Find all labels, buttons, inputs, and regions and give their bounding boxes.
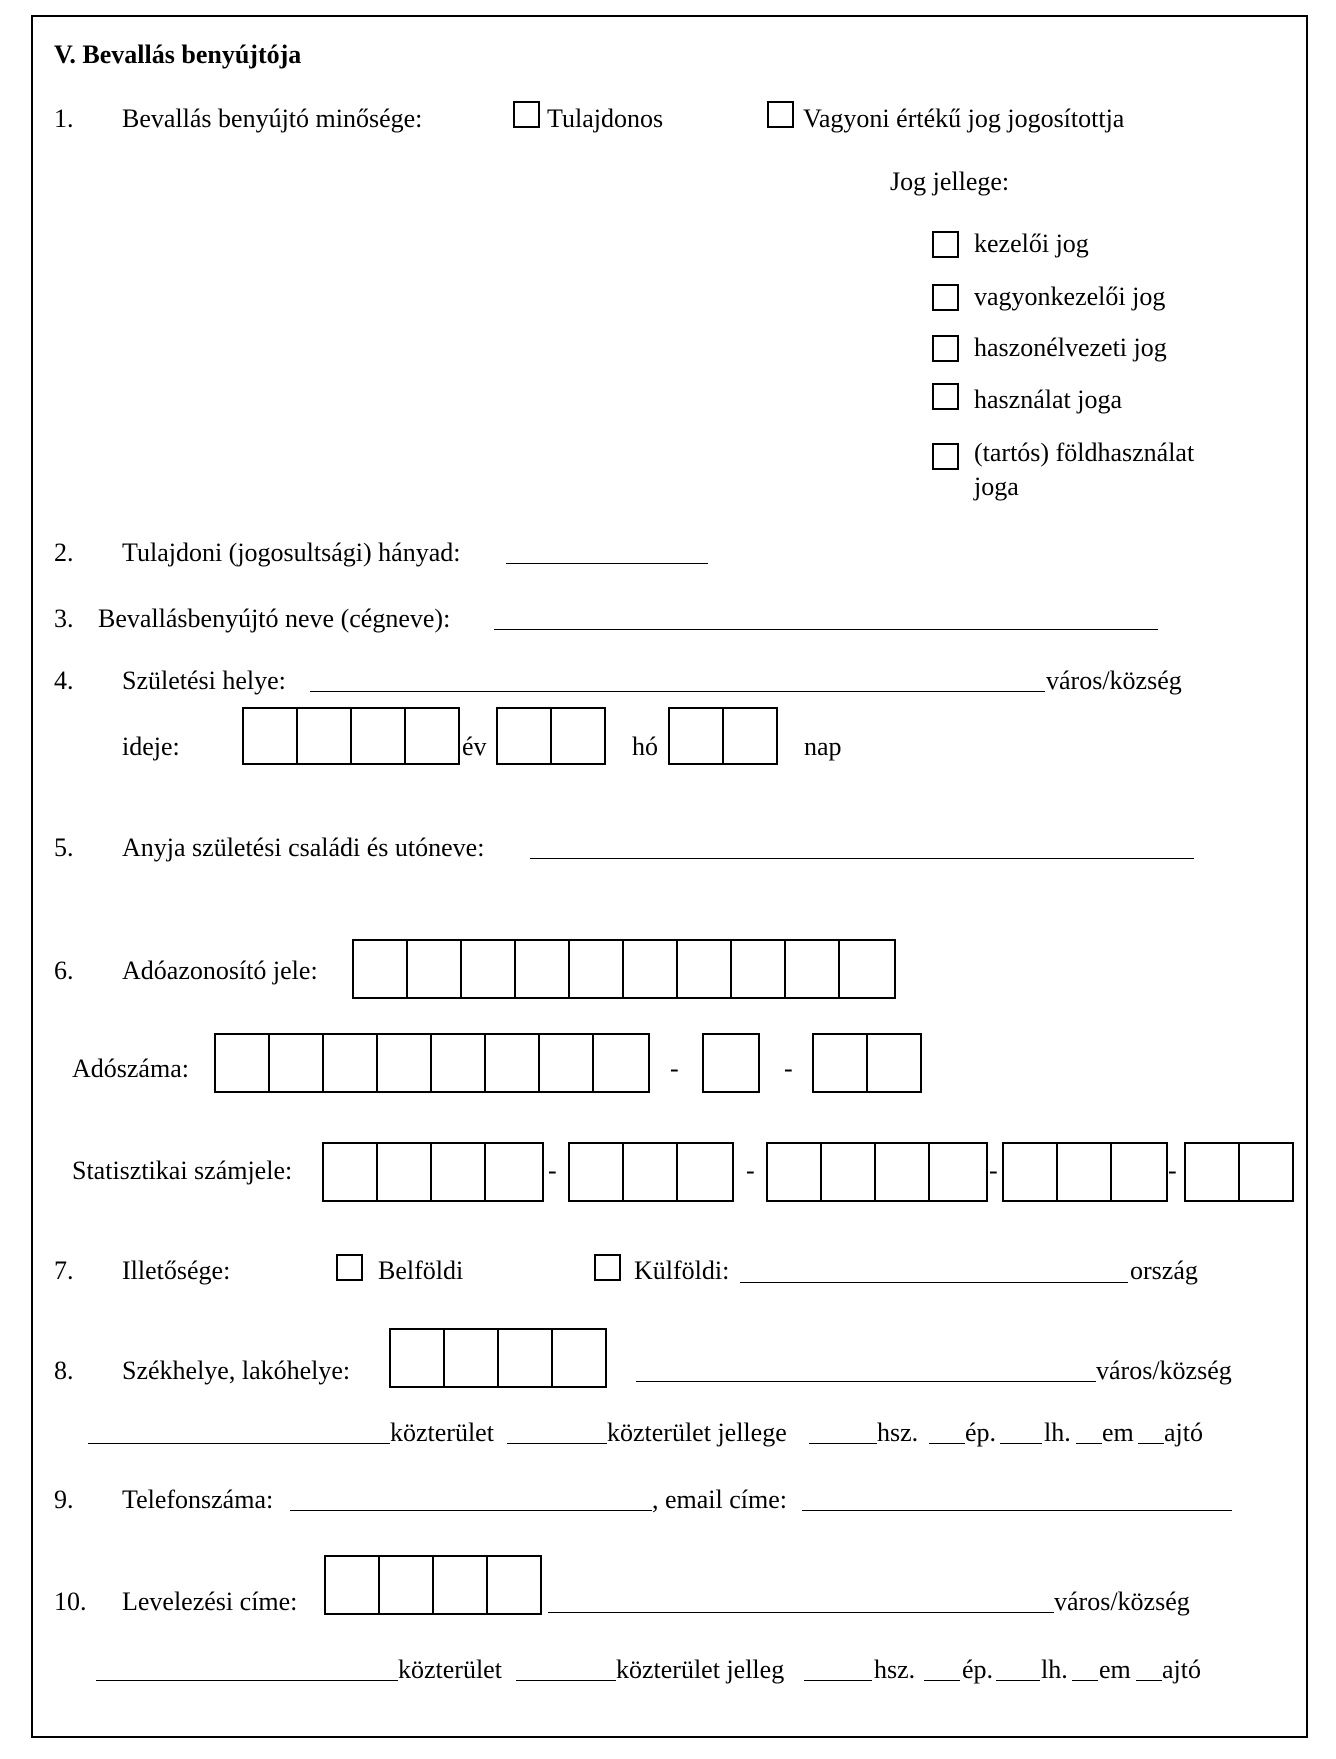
share-field[interactable]: [506, 563, 708, 564]
owner-checkbox[interactable]: [513, 101, 540, 128]
right-type-label-use: használat joga: [974, 385, 1122, 414]
street-label: közterület: [390, 1418, 494, 1447]
q7-label: Illetősége:: [122, 1256, 231, 1285]
name-field[interactable]: [494, 629, 1158, 630]
tax-number-dash-1: -: [670, 1054, 679, 1083]
q4-label: Születési helye:: [122, 666, 286, 695]
q5-label: Anyja születési családi és utóneve:: [122, 833, 485, 862]
country-label: ország: [1130, 1256, 1198, 1285]
right-type-label-usufruct: haszonélvezeti jog: [974, 333, 1167, 362]
right-type-label-management: kezelői jog: [974, 229, 1089, 258]
domestic-checkbox[interactable]: [336, 1254, 363, 1281]
stat-number-dash-2: -: [746, 1156, 755, 1185]
stat-number-dash-3: -: [989, 1156, 998, 1185]
owner-label: Tulajdonos: [547, 104, 664, 133]
street-field[interactable]: [88, 1443, 390, 1444]
q2-number: 2.: [54, 538, 74, 567]
right-type-label-land-use: (tartós) földhasználat: [974, 438, 1195, 467]
mother-name-field[interactable]: [530, 858, 1194, 859]
street-type-label: közterület jellege: [607, 1418, 787, 1447]
phone-field[interactable]: [290, 1510, 652, 1511]
mail-house-number-label: hsz.: [874, 1655, 916, 1684]
stat-number-boxes-2[interactable]: [568, 1142, 734, 1202]
q1-label: Bevallás benyújtó minősége:: [122, 104, 423, 133]
tax-number-boxes-main[interactable]: [214, 1033, 650, 1093]
q8-number: 8.: [54, 1356, 74, 1385]
staircase-field[interactable]: [1000, 1443, 1042, 1444]
mail-street-type-field[interactable]: [516, 1680, 616, 1681]
right-type-checkbox-management[interactable]: [932, 231, 959, 258]
country-field[interactable]: [740, 1282, 1128, 1283]
tax-number-label: Adószáma:: [72, 1054, 189, 1083]
q10-number: 10.: [54, 1587, 87, 1616]
tax-number-boxes-county[interactable]: [812, 1033, 922, 1093]
q2-label: Tulajdoni (jogosultsági) hányad:: [122, 538, 461, 567]
right-holder-label: Vagyoni értékű jog jogosítottja: [803, 104, 1125, 133]
floor-label: em: [1102, 1418, 1134, 1447]
right-type-checkbox-land-use[interactable]: [932, 443, 959, 470]
right-type-checkbox-asset-management[interactable]: [932, 284, 959, 311]
city-field[interactable]: [636, 1381, 1096, 1382]
q10-label: Levelezési címe:: [122, 1587, 298, 1616]
mail-street-type-label: közterület jelleg: [616, 1655, 785, 1684]
q8-suffix: város/község: [1096, 1356, 1232, 1385]
house-number-label: hsz.: [877, 1418, 919, 1447]
foreign-label: Külföldi:: [634, 1256, 730, 1285]
domestic-label: Belföldi: [378, 1256, 464, 1285]
floor-field[interactable]: [1076, 1443, 1102, 1444]
q10-suffix: város/község: [1054, 1587, 1190, 1616]
foreign-checkbox[interactable]: [594, 1254, 621, 1281]
mail-building-field[interactable]: [924, 1680, 960, 1681]
q4-suffix: város/község: [1046, 666, 1182, 695]
stat-number-dash-1: -: [548, 1156, 557, 1185]
section-title: V. Bevallás benyújtója: [54, 40, 302, 69]
stat-number-boxes-4[interactable]: [1002, 1142, 1168, 1202]
mail-door-label: ajtó: [1162, 1655, 1201, 1684]
q3-label: Bevallásbenyújtó neve (cégneve):: [98, 604, 451, 633]
door-field[interactable]: [1138, 1443, 1164, 1444]
day-label: nap: [804, 732, 842, 761]
building-field[interactable]: [929, 1443, 965, 1444]
stat-number-boxes-5[interactable]: [1184, 1142, 1294, 1202]
birthplace-field[interactable]: [310, 691, 1045, 692]
mail-street-label: közterület: [398, 1655, 502, 1684]
q3-number: 3.: [54, 604, 74, 633]
q8-label: Székhelye, lakóhelye:: [122, 1356, 351, 1385]
mail-building-label: ép.: [962, 1655, 994, 1684]
q6-number: 6.: [54, 956, 74, 985]
stat-number-label: Statisztikai számjele:: [72, 1156, 293, 1185]
tax-id-boxes[interactable]: [352, 939, 896, 999]
q1-number: 1.: [54, 104, 74, 133]
q9-label: Telefonszáma:: [122, 1485, 274, 1514]
right-holder-checkbox[interactable]: [767, 101, 794, 128]
birth-day-boxes[interactable]: [668, 707, 778, 765]
right-type-checkbox-usufruct[interactable]: [932, 335, 959, 362]
q5-number: 5.: [54, 833, 74, 862]
month-label: hó: [632, 732, 658, 761]
stat-number-dash-4: -: [1168, 1156, 1177, 1185]
right-type-label-asset-management: vagyonkezelői jog: [974, 282, 1166, 311]
q6-label: Adóazonosító jele:: [122, 956, 318, 985]
mail-street-field[interactable]: [96, 1680, 398, 1681]
mail-city-field[interactable]: [548, 1612, 1054, 1613]
mail-staircase-label: lh.: [1041, 1655, 1068, 1684]
right-type-label: Jog jellege:: [890, 167, 1010, 196]
mail-floor-field[interactable]: [1072, 1680, 1098, 1681]
zip-code-boxes[interactable]: [389, 1328, 607, 1388]
tax-number-box-vat[interactable]: [702, 1033, 760, 1093]
form-frame: [31, 15, 1308, 1738]
q4-number: 4.: [54, 666, 74, 695]
q7-number: 7.: [54, 1256, 74, 1285]
mail-floor-label: em: [1099, 1655, 1131, 1684]
house-number-field[interactable]: [809, 1443, 877, 1444]
email-field[interactable]: [802, 1510, 1232, 1511]
year-label: év: [462, 732, 487, 761]
stat-number-boxes-1[interactable]: [322, 1142, 544, 1202]
right-type-label-land-use-cont: joga: [974, 472, 1019, 501]
street-type-field[interactable]: [507, 1443, 607, 1444]
q9-number: 9.: [54, 1485, 74, 1514]
mail-zip-code-boxes[interactable]: [324, 1555, 542, 1615]
tax-number-dash-2: -: [784, 1054, 793, 1083]
right-type-checkbox-use[interactable]: [932, 383, 959, 410]
birth-date-label: ideje:: [122, 732, 180, 761]
email-label: , email címe:: [652, 1485, 788, 1514]
staircase-label: lh.: [1044, 1418, 1071, 1447]
mail-staircase-field[interactable]: [996, 1680, 1040, 1681]
birth-year-boxes[interactable]: [242, 707, 460, 765]
door-label: ajtó: [1164, 1418, 1203, 1447]
mail-door-field[interactable]: [1136, 1680, 1162, 1681]
birth-month-boxes[interactable]: [496, 707, 606, 765]
stat-number-boxes-3[interactable]: [766, 1142, 988, 1202]
building-label: ép.: [965, 1418, 997, 1447]
mail-house-number-field[interactable]: [804, 1680, 872, 1681]
